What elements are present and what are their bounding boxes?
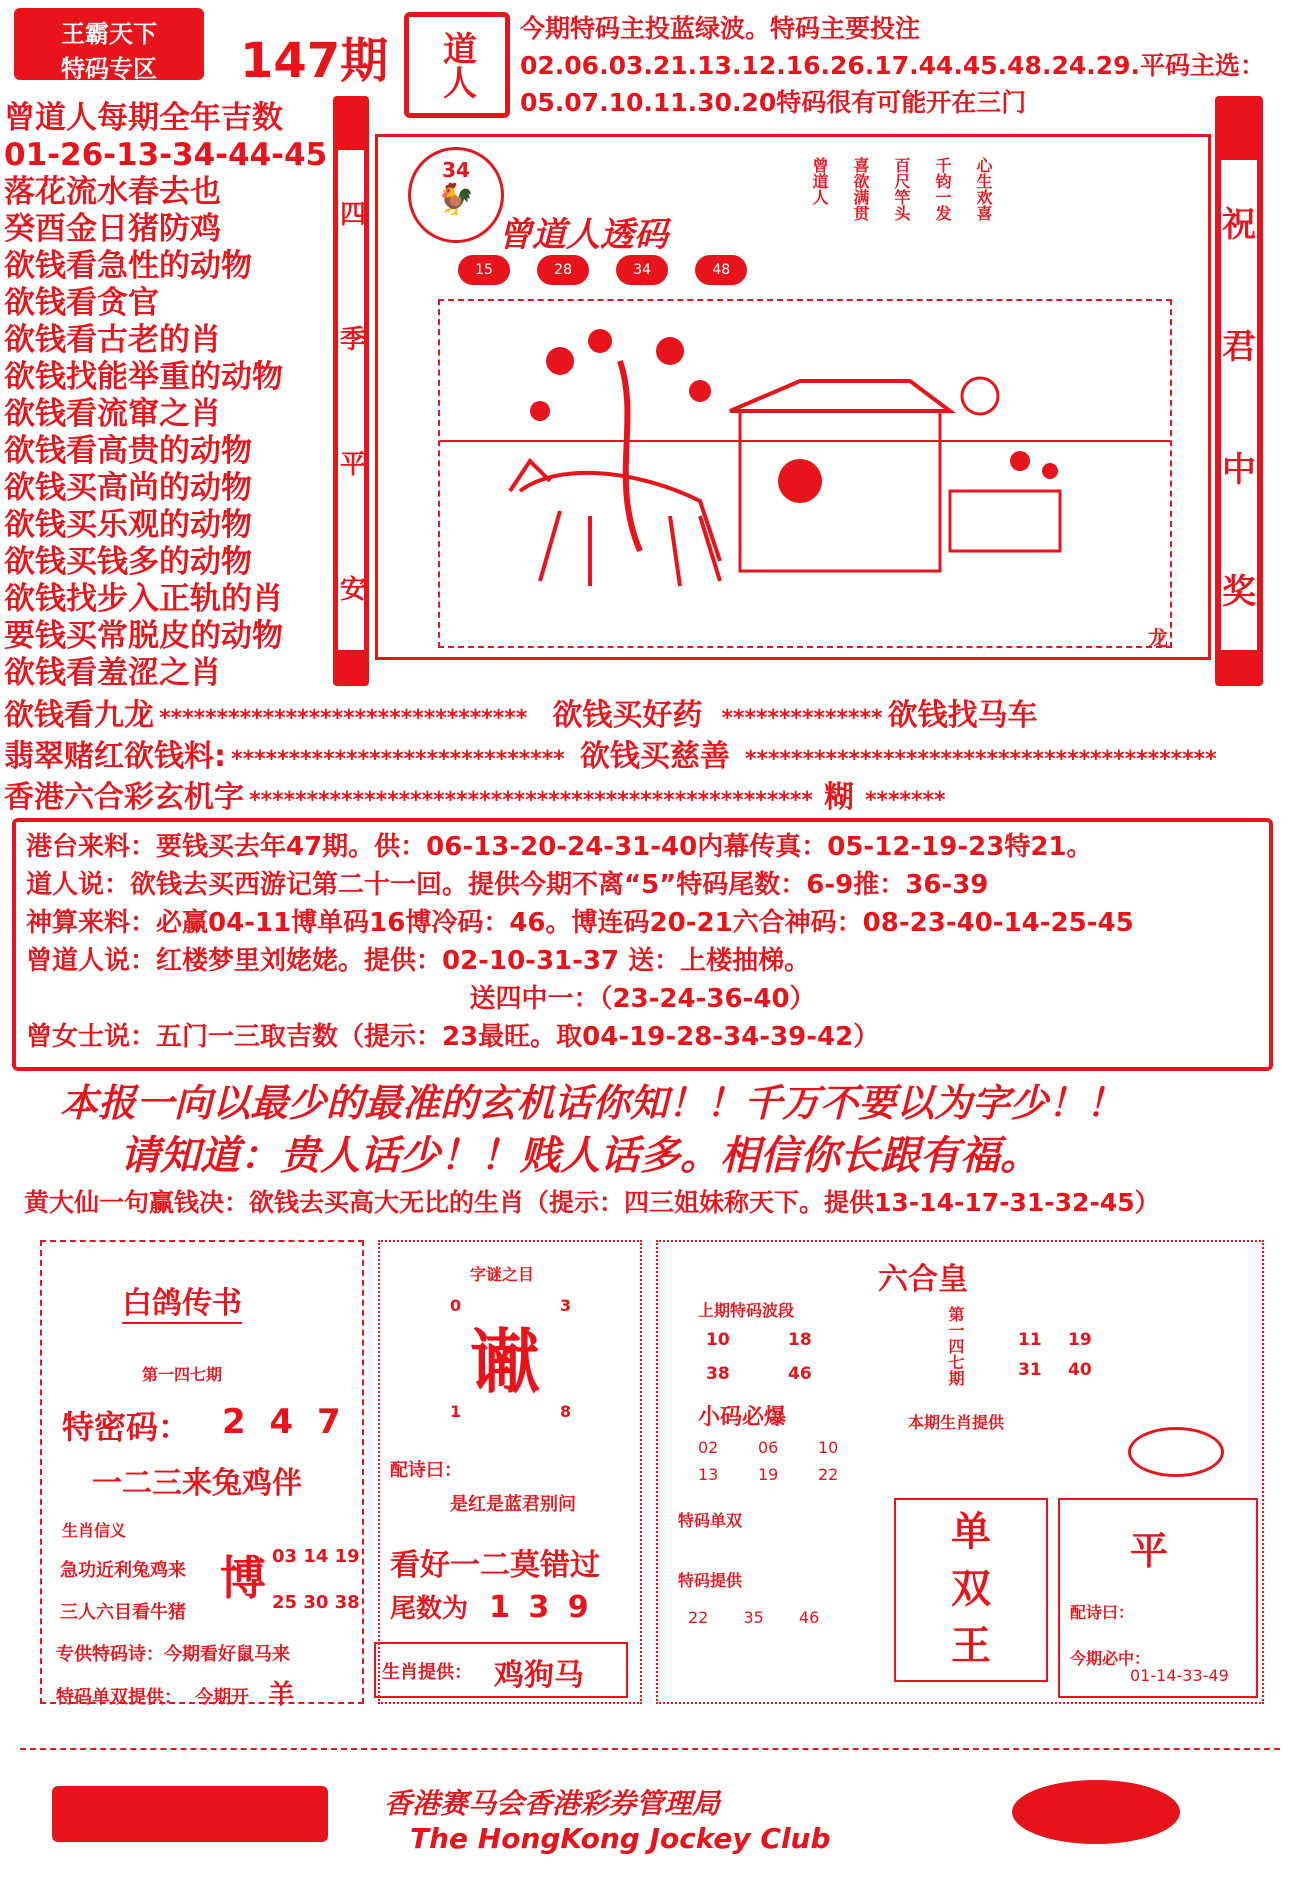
moon-disc <box>408 147 504 243</box>
nums-1: 03 14 19 <box>272 1546 360 1567</box>
left-tip: 欲钱看高贵的动物 <box>4 433 252 469</box>
sx-label: 生肖信义 <box>62 1521 127 1540</box>
pair-animal: 羊 <box>268 1680 295 1710</box>
big-chars-box <box>894 1498 1048 1682</box>
scroll-frame <box>375 134 1211 660</box>
star-filler: ******* <box>865 788 946 813</box>
star-filler: ************************************************* <box>249 788 813 813</box>
left-tip: 欲钱找能举重的动物 <box>4 359 283 395</box>
tail-label: 尾数为 <box>390 1594 469 1624</box>
footer-logo-right <box>1012 1780 1180 1844</box>
left-tip: 欲钱买乐观的动物 <box>4 507 252 543</box>
star-row-mid: 欲钱买好药 <box>552 698 703 733</box>
left-tip: 落花流水春去也 <box>4 174 221 210</box>
info-line: 送四中一：（23-24-36-40） <box>469 984 816 1014</box>
poem-col: 百尺竿头 <box>892 157 911 221</box>
sx-line-1: 急功近利兔鸡来 <box>60 1560 186 1581</box>
sx-line-2: 三人六目看牛猪 <box>60 1602 186 1623</box>
ball-row <box>458 255 769 285</box>
last-num: 18 <box>788 1330 812 1350</box>
zimi-num: 3 <box>560 1296 572 1315</box>
star-filler: ************** <box>721 706 883 731</box>
panel-left <box>40 1240 364 1710</box>
poem-columns <box>808 157 995 221</box>
left-pillar-char: 安 <box>335 574 366 601</box>
small-label: 小码必爆 <box>698 1405 787 1430</box>
scroll-left-panel <box>335 150 366 650</box>
star-row-left: 欲钱看九龙 <box>4 698 154 733</box>
seal-text: 道人 <box>436 31 477 99</box>
panel-mid <box>378 1240 642 1704</box>
panel-left-title: 白鸽传书 <box>122 1278 242 1324</box>
left-pillar-char: 平 <box>335 449 366 476</box>
painting <box>438 299 1172 648</box>
ming-label: 配诗曰： <box>1070 1603 1135 1622</box>
star-row-left: 翡翠赌红欲钱料: <box>4 739 226 774</box>
left-tip: 欲钱看古老的肖 <box>4 322 221 358</box>
big-char: 王 <box>951 1623 991 1669</box>
last-num: 46 <box>788 1364 812 1384</box>
left-tip: 欲钱看贪官 <box>4 285 159 321</box>
left-tip: 癸酉金日猪防鸡 <box>4 211 221 247</box>
last-num: 38 <box>706 1364 730 1384</box>
info-line: 神算来料：必赢04-11博单码16博冷码：46。博连码20-21六合神码：08-23-40-14-25-45 <box>26 908 1134 938</box>
left-tip: 欲钱买高尚的动物 <box>4 470 252 506</box>
star-row-2 <box>4 731 1217 775</box>
info-line: 曾道人说：红楼梦里刘姥姥。提供：02-10-31-37 送：上楼抽梯。 <box>26 946 811 976</box>
right-pillar-char: 中 <box>1222 449 1256 490</box>
small-num: 19 <box>758 1465 779 1484</box>
tail-value: 1 3 9 <box>489 1590 593 1625</box>
info-box <box>12 818 1273 1071</box>
left-pillar-char: 季 <box>335 324 366 351</box>
small-num: 02 <box>698 1438 719 1457</box>
tema-value: 2 4 7 <box>222 1402 347 1442</box>
nums-2: 25 30 38 <box>272 1592 360 1613</box>
small-num: 13 <box>698 1465 719 1484</box>
horse-house-illustration <box>440 301 1170 646</box>
lhh-issue: 第一四七期 <box>946 1306 965 1386</box>
tail-num: 35 <box>743 1608 764 1627</box>
seal <box>404 12 510 118</box>
panel-left-issue: 第一四七期 <box>142 1365 223 1384</box>
sx-provide-value: 鸡狗马 <box>494 1658 584 1693</box>
tail-num: 46 <box>798 1608 820 1627</box>
star-row-mid: 欲钱买慈善 <box>579 739 730 774</box>
pair-label: 特码单双提供： <box>56 1687 182 1708</box>
issue-number: 147期 <box>240 33 389 89</box>
pair-value: 今期开 <box>195 1687 250 1708</box>
moon-number: 34 <box>442 158 470 182</box>
info-line: 道人说：欲钱去买西游记第二十一回。提供今期不离“5”特码尾数：6-9推：36-39 <box>26 870 989 900</box>
left-tip: 欲钱找步入正轨的肖 <box>4 581 283 617</box>
odd-even-label: 特码单双 <box>678 1511 743 1530</box>
slogan-1: 本报一向以最少的最准的玄机话你知！！千万不要以为字少！！ <box>60 1080 1125 1125</box>
last-label: 上期特码波段 <box>698 1301 795 1320</box>
right-num: 11 <box>1018 1330 1042 1350</box>
number-ball: 28 <box>537 255 589 285</box>
ming-box <box>1058 1498 1258 1698</box>
right-num: 31 <box>1018 1360 1042 1380</box>
poem-text: 是红是蓝君别问 <box>450 1494 576 1515</box>
must-nums: 01-14-33-49 <box>1130 1666 1229 1685</box>
lhh-title: 六合皇 <box>878 1262 968 1297</box>
poem-col: 心生欢喜 <box>974 157 993 221</box>
tail-provide-label: 特码提供 <box>678 1571 743 1590</box>
footer-logo-left <box>52 1786 328 1842</box>
zimi-title: 字谜之目 <box>470 1265 535 1284</box>
tema-phrase: 一二三来兔鸡伴 <box>92 1466 302 1501</box>
left-tip: 欲钱看羞涩之肖 <box>4 655 221 691</box>
slogan-2: 请知道：贵人话少！！贱人话多。相信你长跟有福。 <box>120 1132 1040 1179</box>
right-pillar-char: 奖 <box>1222 572 1256 613</box>
last-num: 10 <box>706 1330 730 1350</box>
info-line: 港台来料：要钱买去年47期。供：06-13-20-24-31-40内幕传真：05-12-19-23特21。 <box>26 832 1093 862</box>
logo-line-2: 特码专区 <box>61 55 157 83</box>
big-char: 双 <box>951 1566 991 1612</box>
poem-col: 喜欲满贯 <box>851 157 870 221</box>
tail-num: 22 <box>688 1608 709 1627</box>
star-row-right: 欲钱找马车 <box>887 698 1038 733</box>
big-char: 博 <box>220 1551 266 1605</box>
small-nums <box>698 1438 878 1484</box>
tema-label: 特密码： <box>62 1408 191 1446</box>
small-num: 22 <box>818 1465 839 1484</box>
pair-row <box>56 1674 294 1711</box>
king-char: 平 <box>1130 1529 1169 1573</box>
tail-provide-nums <box>688 1608 819 1627</box>
small-num: 06 <box>758 1438 779 1457</box>
big-char: 单 <box>951 1509 991 1555</box>
right-num: 19 <box>1068 1330 1092 1350</box>
scroll-title: 曾道人透码 <box>498 215 668 255</box>
zimi-num: 0 <box>450 1296 462 1315</box>
logo-line-1: 王霸天下 <box>61 20 157 48</box>
right-pillar-char: 祝 <box>1222 204 1256 245</box>
star-filler: ******************************** <box>159 706 528 731</box>
logo-badge <box>14 8 204 83</box>
star-row-mid: 糊 <box>823 780 854 815</box>
zimi-num: 8 <box>560 1402 572 1421</box>
left-tip: 要钱买常脱皮的动物 <box>4 618 283 654</box>
header-notice: 今期特码主投蓝绿波。特码主要投注02.06.03.21.13.12.16.26.17.44.45.48.24.29.平码主选：05.07.10.11.30.20特码很有可能开在三门 <box>520 14 1266 117</box>
left-pillar-char: 四 <box>335 199 366 226</box>
huang-line: 黄大仙一句赢钱决：欲钱去买高大无比的生肖（提示：四三姐妹称天下。提供13-14-17-31-32-45） <box>24 1188 1160 1217</box>
banner-text: 看好一二莫错过 <box>390 1548 600 1583</box>
number-ball: 15 <box>458 255 510 285</box>
zimi-char: 谳 <box>470 1321 540 1403</box>
zimi-num: 1 <box>450 1402 462 1421</box>
sx-box <box>374 1642 628 1698</box>
right-pillar-char: 君 <box>1222 327 1256 368</box>
left-tip: 欲钱看流窜之肖 <box>4 396 221 432</box>
right-num: 40 <box>1068 1360 1092 1380</box>
number-ball: 48 <box>695 255 747 285</box>
info-line: 曾女士说：五门一三取吉数（提示：23最旺。取04-19-28-34-39-42） <box>26 1022 880 1052</box>
star-row-3 <box>4 772 946 816</box>
number-ball: 34 <box>616 255 668 285</box>
sx-provide: 本期生肖提供 <box>908 1413 1005 1432</box>
must-label: 今期必中： <box>1070 1649 1151 1668</box>
left-tip: 01-26-13-34-44-45 <box>4 137 328 173</box>
rooster-icon: 🐓 <box>437 182 475 217</box>
left-tip: 欲钱看急性的动物 <box>4 248 252 284</box>
star-row-left: 香港六合彩玄机字 <box>4 780 244 815</box>
star-row-1 <box>4 690 1038 734</box>
left-tip: 欲钱买钱多的动物 <box>4 544 252 580</box>
star-filler: ***************************** <box>231 747 565 772</box>
footer-en: The HongKong Jockey Club <box>410 1822 831 1855</box>
left-tips-list <box>4 100 327 692</box>
poem-col: 千钧一发 <box>933 157 952 221</box>
small-num: 10 <box>818 1438 839 1457</box>
painting-sign: 龙 <box>1148 626 1168 650</box>
footer-cn: 香港赛马会香港彩券管理局 <box>384 1787 721 1820</box>
scroll-right-panel <box>1221 160 1257 650</box>
tail-row <box>390 1588 593 1625</box>
poem-label: 配诗曰： <box>390 1460 462 1481</box>
star-filler: ***************************************** <box>744 747 1217 772</box>
footer-rule <box>20 1748 1280 1750</box>
oval-emblem <box>1128 1427 1224 1477</box>
left-tip: 曾道人每期全年吉数 <box>4 100 283 136</box>
sx-provide-label: 生肖提供： <box>382 1662 472 1683</box>
poem-col: 曾道人 <box>810 157 829 205</box>
panel-right <box>656 1240 1264 1704</box>
special-poem: 专供特码诗：今期看好鼠马来 <box>56 1644 290 1665</box>
